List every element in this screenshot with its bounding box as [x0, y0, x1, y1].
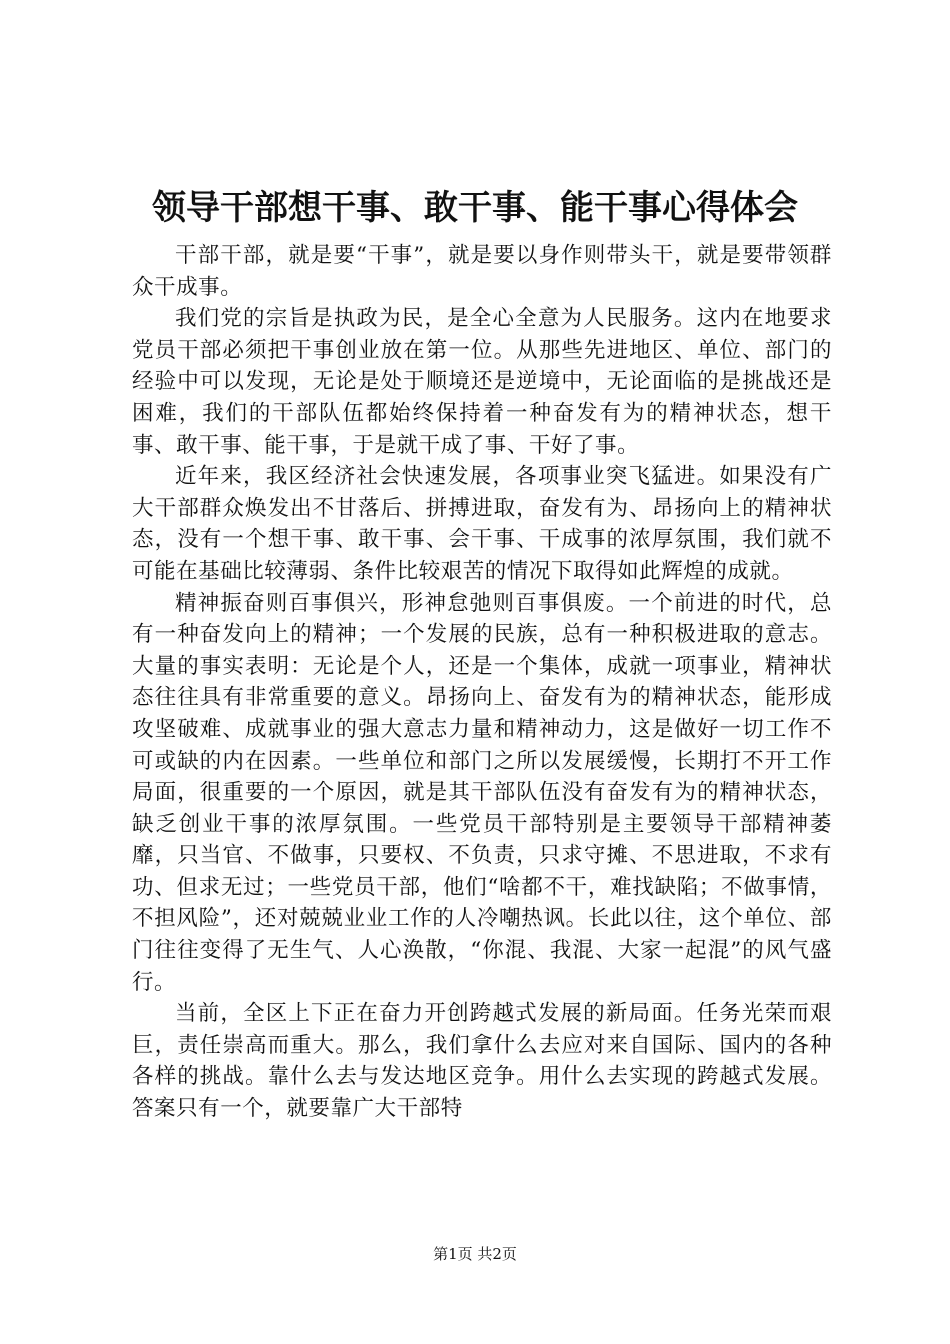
- document-body: [132, 240, 832, 1125]
- paragraph-4: 精神振奋则百事俱兴，形神怠弛则百事俱废。一个前进的时代，总有一种奋发向上的精神；一个发展的民族，总有一种积极进取的意志。大量的事实表明：无论是个人，还是一个集体，成就一项事业，精神状态往往具有非常重要的意义。昂扬向上、奋发有为的精神状态，能形成攻坚破难、成就事业的强大意志力量和精神动力，这是做好一切工作不可或缺的内在因素。一些单位和部门之所以发展缓慢，长期打不开工作局面，很重要的一个原因，就是其干部队伍没有奋发有为的精神状态，缺乏创业干事的浓厚氛围。一些党员干部特别是主要领导干部精神萎靡，只当官、不做事，只要权、不负责，只求守摊、不思进取，不求有功、但求无过；一些党员干部，他们“啥都不干，难找缺陷；不做事情，不担风险”，还对兢兢业业工作的人冷嘲热讽。长此以往，这个单位、部门往往变得了无生气、人心涣散，“你混、我混、大家一起混”的风气盛行。: [132, 590, 832, 995]
- paragraph-5: 当前，全区上下正在奋力开创跨越式发展的新局面。任务光荣而艰巨，责任崇高而重大。那么，我们拿什么去应对来自国际、国内的各种各样的挑战。靠什么去与发达地区竞争。用什么去实现的跨越式发展。答案只有一个，就要靠广大干部特: [132, 1001, 832, 1122]
- paragraph-1: 干部干部，就是要“干事”，就是要以身作则带头干，就是要带领群众干成事。: [132, 243, 832, 300]
- paragraph-3: 近年来，我区经济社会快速发展，各项事业突飞猛进。如果没有广大干部群众焕发出不甘落后、拼搏进取，奋发有为、昂扬向上的精神状态，没有一个想干事、敢干事、会干事、干成事的浓厚氛围，我们就不可能在基础比较薄弱、条件比较艰苦的情况下取得如此辉煌的成就。: [132, 464, 832, 584]
- document-title: 领导干部想干事、敢干事、能干事心得体会: [152, 188, 798, 228]
- paragraph-2: 我们党的宗旨是执政为民，是全心全意为人民服务。这内在地要求党员干部必须把干事创业放在第一位。从那些先进地区、单位、部门的经验中可以发现，无论是处于顺境还是逆境中，无论面临的是挑战还是困难，我们的干部队伍都始终保持着一种奋发有为的精神状态，想干事、敢干事、能干事，于是就干成了事、干好了事。: [132, 306, 832, 458]
- page-footer: 第1页 共2页: [433, 1245, 517, 1263]
